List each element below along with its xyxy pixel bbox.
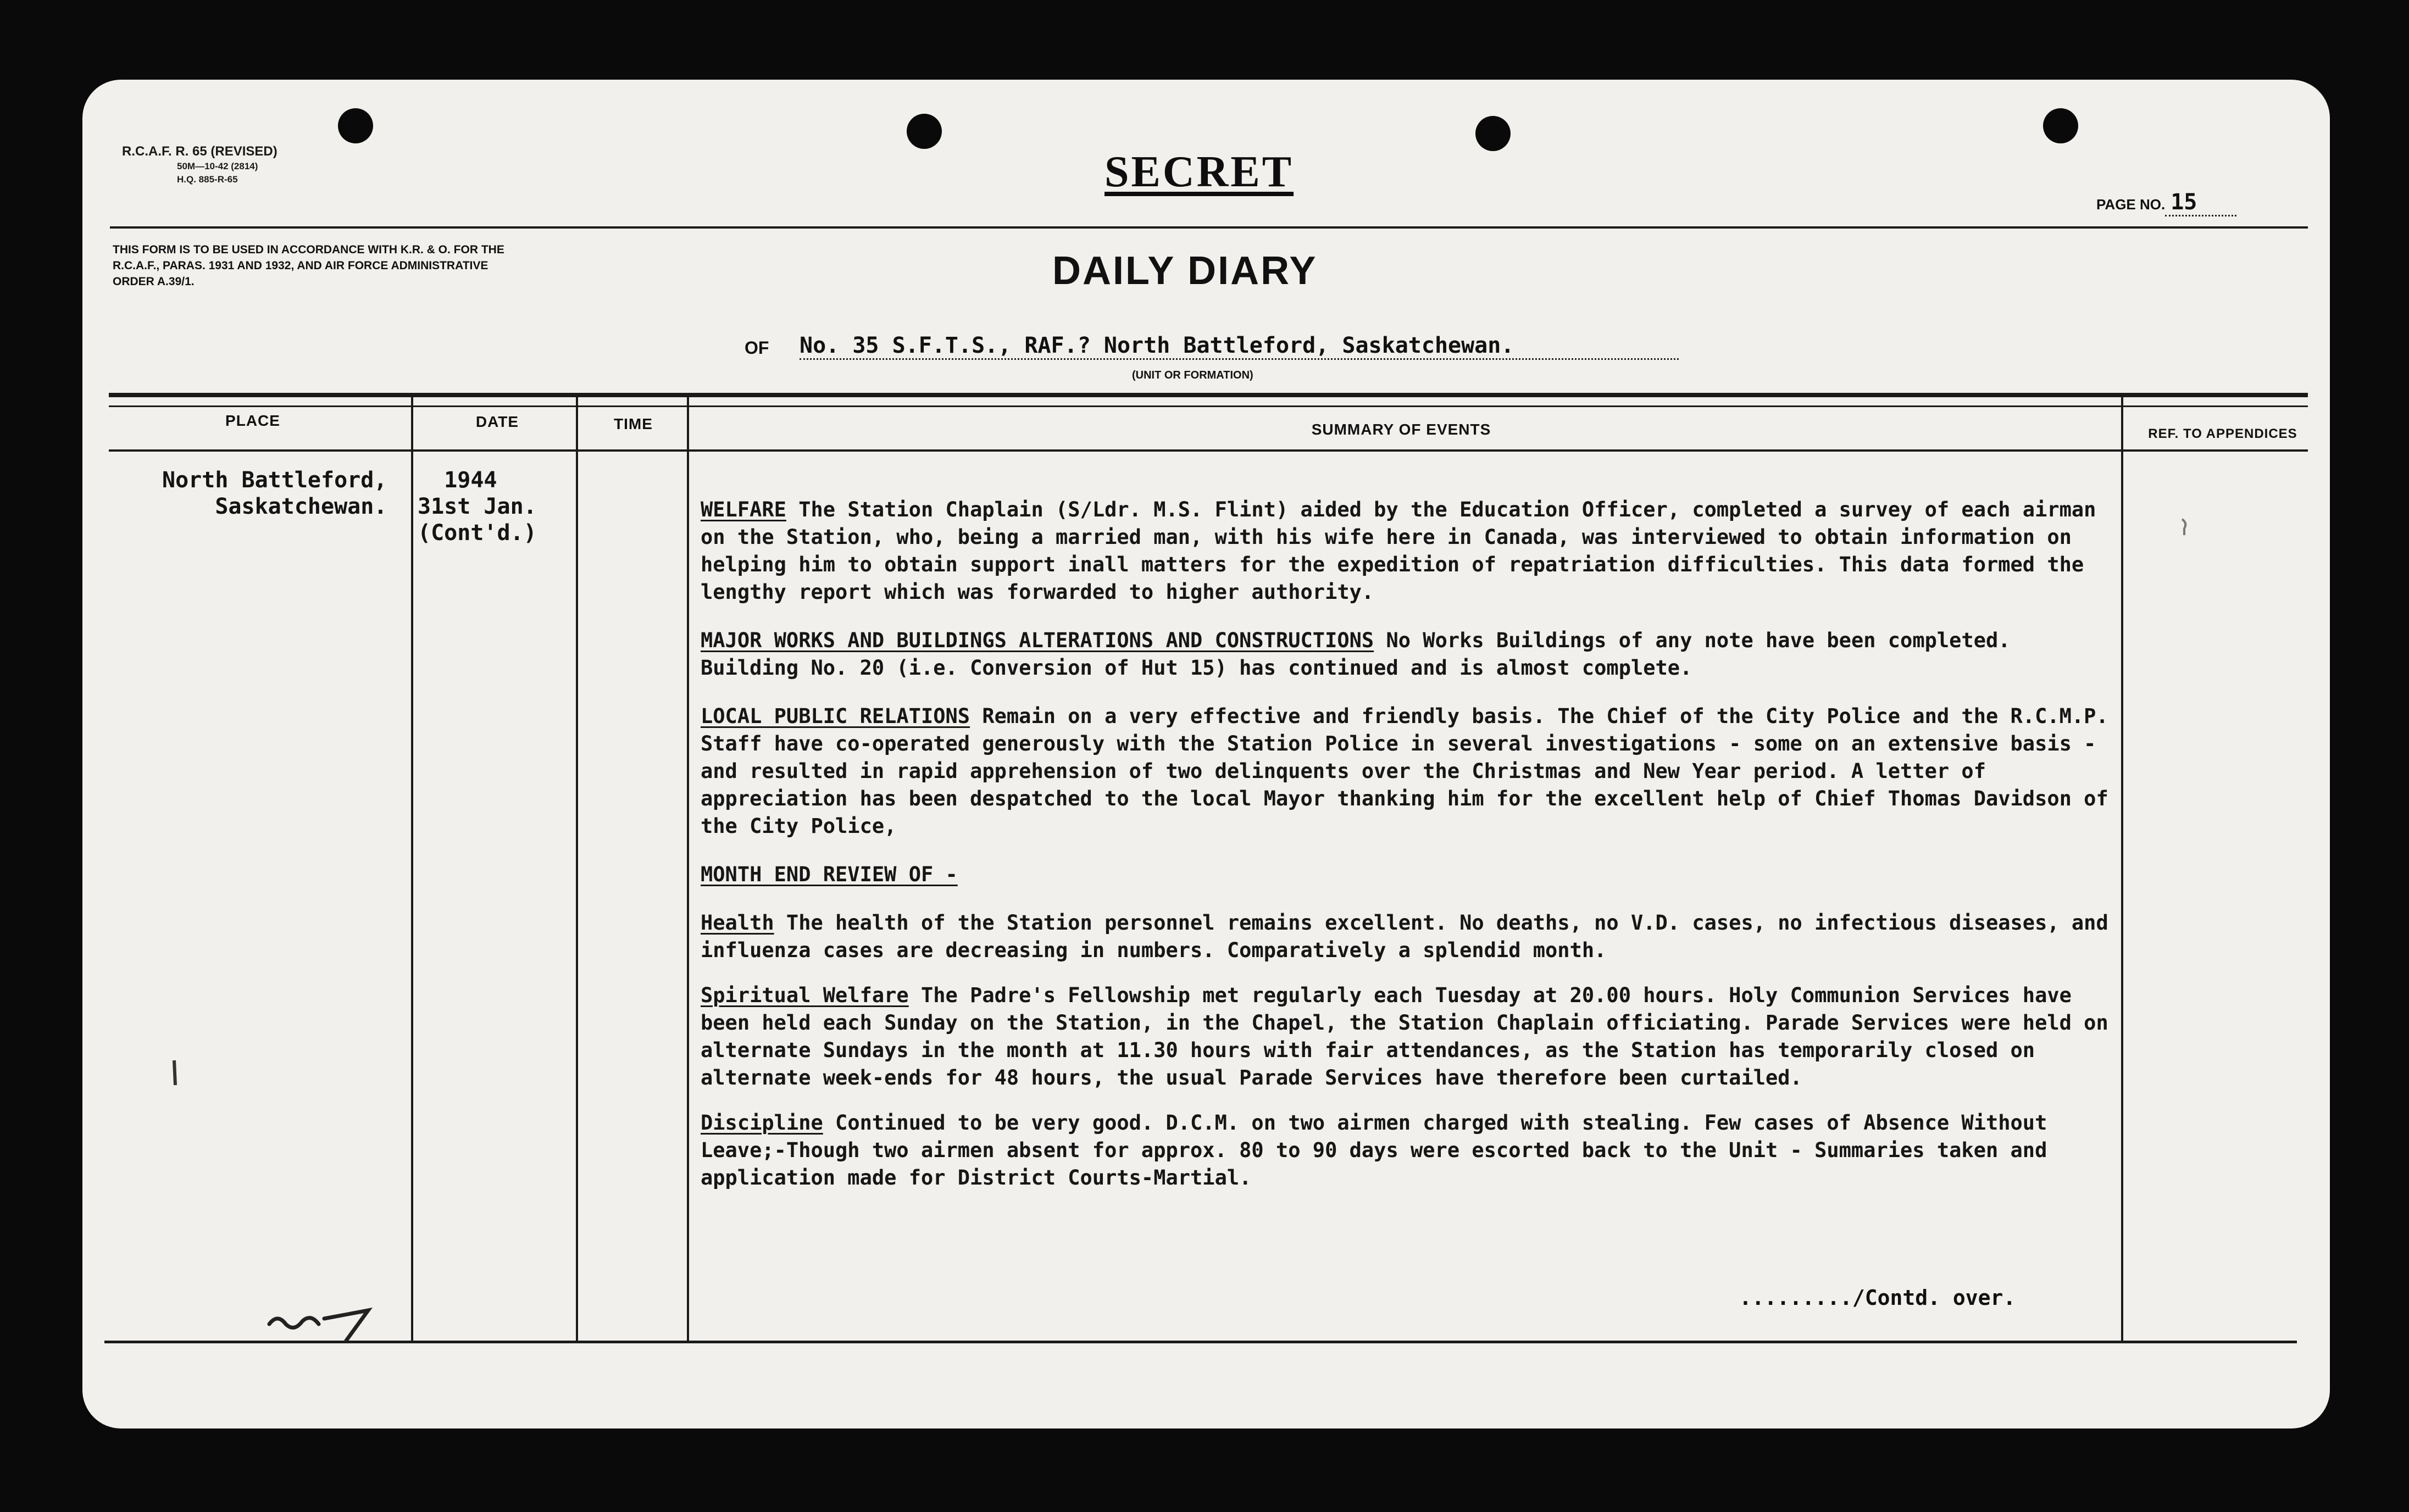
event-paragraph <box>701 861 2113 888</box>
page-number <box>2096 190 2236 216</box>
page-title: DAILY DIARY <box>1052 249 1318 293</box>
event-paragraph <box>701 703 2113 840</box>
column-divider <box>411 397 413 1342</box>
classification-title: SECRET <box>1104 148 1294 196</box>
form-id <box>122 144 277 186</box>
summary-of-events <box>701 496 2113 1213</box>
header-rule <box>110 226 2308 229</box>
event-paragraph <box>701 909 2113 964</box>
continued-note: ........./Contd. over. <box>1739 1286 2016 1310</box>
column-header-place: PLACE <box>225 412 280 429</box>
table-head-rule <box>109 449 2308 452</box>
column-divider <box>687 397 689 1342</box>
event-heading: MONTH END REVIEW OF - <box>701 863 958 886</box>
event-paragraph <box>701 1109 2113 1192</box>
of-label: OF <box>745 338 769 358</box>
event-paragraph <box>701 627 2113 682</box>
event-heading: Discipline <box>701 1111 823 1135</box>
event-text: The Station Chaplain (S/Ldr. M.S. Flint) aided by the Education Officer, completed a survey of each airman on the Station, who, being a married man, with his wife here in Canada, was interviewed to obtain information on helping him to obtain support inall matters for the expedition of repatriation difficulties. This data formed the lengthy report which was forwarded to higher authority. <box>701 498 2096 604</box>
event-text: No Works Buildings of any note have been completed. Building No. 20 (i.e. Conversion of Hut 15) has continued and is almost complete. <box>701 629 2011 680</box>
page-number-label: PAGE NO. <box>2096 196 2166 213</box>
event-paragraph <box>701 496 2113 606</box>
page-number-value: 15 <box>2165 190 2236 216</box>
table-bottom-rule <box>104 1341 2297 1343</box>
column-header-date: DATE <box>475 413 519 430</box>
event-heading: LOCAL PUBLIC RELATIONS <box>701 704 970 728</box>
form-instructions: THIS FORM IS TO BE USED IN ACCORDANCE WITH K.R. & O. FOR THE R.C.A.F., PARAS. 1931 AND 1932, AND AIR FORCE ADMINISTRATIVE ORDER A.39/1. <box>113 243 504 288</box>
punch-hole <box>2043 108 2078 143</box>
column-header-summary: SUMMARY OF EVENTS <box>1311 421 1491 438</box>
unit-caption: (UNIT OR FORMATION) <box>1132 369 1253 381</box>
event-heading: WELFARE <box>701 498 786 521</box>
event-text: Remain on a very effective and friendly basis. The Chief of the City Police and the R.C.M.P. Staff have co-operated generously with the Station Police in several investigations - some on an extensive basis - and resulted in rapid apprehension of two delinquents over the Christmas and New Year period. A letter of appreciation has been despatched to the local Mayor thanking him for the excellent help of Chief Thomas Davidson of the City Police, <box>701 704 2108 838</box>
event-text: The health of the Station personnel remains excellent. No deaths, no V.D. cases, no infectious diseases, and influenza cases are decreasing in numbers. Comparatively a splendid month. <box>701 911 2108 962</box>
pencil-mark <box>2179 516 2192 538</box>
event-text: Continued to be very good. D.C.M. on two airmen charged with stealing. Few cases of Absence Without Leave;-Though two airmen absent for approx. 80 to 90 days were escorted back to the Unit - Summaries taken and application made for District Courts-Martial. <box>701 1111 2047 1189</box>
punch-hole <box>338 108 373 143</box>
handwritten-mark <box>264 1286 396 1346</box>
table-top-rule-thin <box>109 405 2308 407</box>
column-header-time: TIME <box>614 415 653 432</box>
entry-date: 1944 31st Jan. (Cont'd.) <box>418 468 537 546</box>
column-divider <box>576 397 578 1342</box>
event-text: The Padre's Fellowship met regularly each Tuesday at 20.00 hours. Holy Communion Services have been held each Sunday on the Station, in the Chapel, the Station Chaplain officiating. Parade Services were held on alternate Sundays in the month at 11.30 hours with fair attendances, as the Station has temporarily closed on alternate week-ends for 48 hours, the usual Parade Services have therefore been curtailed. <box>701 983 2108 1089</box>
entry-place: North Battleford, Saskatchewan. <box>162 468 387 519</box>
form-id-line: R.C.A.F. R. 65 (REVISED) <box>122 144 277 159</box>
event-heading: MAJOR WORKS AND BUILDINGS ALTERATIONS AND CONSTRUCTIONS <box>701 629 1374 652</box>
punch-hole <box>907 114 942 149</box>
punch-hole <box>1475 116 1511 151</box>
table-top-rule <box>109 393 2308 397</box>
event-heading: Health <box>701 911 774 935</box>
form-id-line: H.Q. 885-R-65 <box>177 174 238 185</box>
form-id-line: 50M—10-42 (2814) <box>177 161 258 171</box>
unit-field: No. 35 S.F.T.S., RAF.? North Battleford, Saskatchewan. <box>800 333 1679 360</box>
column-header-ref: REF. TO APPENDICES <box>2148 426 2297 441</box>
event-heading: Spiritual Welfare <box>701 983 909 1007</box>
margin-tick-mark <box>166 1058 183 1091</box>
column-divider <box>2121 397 2123 1342</box>
event-paragraph <box>701 982 2113 1092</box>
